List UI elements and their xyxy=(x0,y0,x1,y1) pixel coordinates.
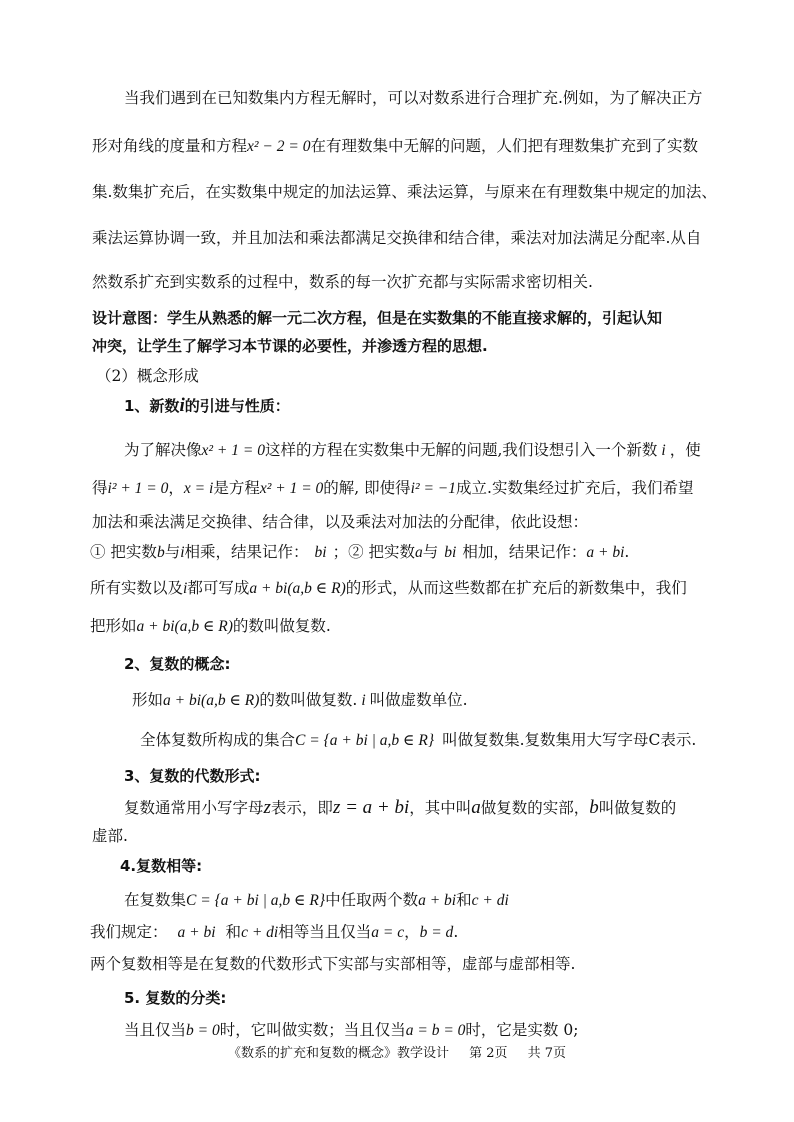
heading-classification: 5. 复数的分类: xyxy=(124,989,227,1007)
paragraph-line: 然数系扩充到实数系的过程中，数系的每一次扩充都与实际需求密切相关. xyxy=(92,273,593,291)
paragraph-line: 为了解决像x² + 1 = 0这样的方程在实数集中无解的问题,我们设想引入一个新数 i ，使 xyxy=(124,441,701,459)
heading-algebraic-form: 3、复数的代数形式: xyxy=(124,767,261,785)
paragraph-line: 全体复数所构成的集合C = {a + bi | a,b ∈ R} 叫做复数集.复数集用大写字母C表示. xyxy=(140,731,697,749)
paragraph-line: 虚部. xyxy=(92,827,128,845)
paragraph-line: 当且仅当b = 0时，它叫做实数；当且仅当a = b = 0时，它是实数 0; xyxy=(124,1021,579,1039)
section-title: （2）概念形成 xyxy=(96,367,199,385)
equation: x² − 2 = 0 xyxy=(247,138,311,155)
design-intent-line: 设计意图：学生从熟悉的解一元二次方程，但是在实数集的不能直接求解的，引起认知 xyxy=(92,309,663,327)
paragraph-line: 集.数集扩充后，在实数集中规定的加法运算、乘法运算，与原来在有理数集中规定的加法、 xyxy=(92,183,717,201)
paragraph-line: 当我们遇到在已知数集内方程无解时，可以对数系进行合理扩充.例如，为了解决正方 xyxy=(124,89,703,107)
paragraph-line: 形对角线的度量和方程x² − 2 = 0在有理数集中无解的问题，人们把有理数集扩充到了实数 xyxy=(92,137,698,155)
paragraph-line: 得i² + 1 = 0，x = i是方程x² + 1 = 0的解, 即使得i² = −1成立.实数集经过扩充后，我们希望 xyxy=(92,479,694,497)
paragraph-line: ① 把实数b与i相乘，结果记作： bi ；② 把实数a与 bi 相加，结果记作：a + bi. xyxy=(90,543,630,561)
footer-total-pages: 共 7页 xyxy=(527,1046,567,1061)
paragraph-line: 乘法运算协调一致，并且加法和乘法都满足交换律和结合律，乘法对加法满足分配率.从自 xyxy=(92,229,702,247)
paragraph-line: 形如a + bi(a,b ∈ R)的数叫做复数. i 叫做虚数单位. xyxy=(132,691,468,709)
paragraph-line: 所有实数以及i都可写成a + bi(a,b ∈ R)的形式，从而这些数都在扩充后的新数集中，我们 xyxy=(90,579,687,597)
footer-page-number: 第 2页 xyxy=(469,1046,508,1061)
heading-complex-concept: 2、复数的概念: xyxy=(124,655,231,673)
paragraph-line: 在复数集C = {a + bi | a,b ∈ R}中任取两个数a + bi和c + di xyxy=(124,891,509,909)
footer-title: 《数系的扩充和复数的概念》教学设计 xyxy=(227,1046,449,1061)
heading-new-number: 1、新数i的引进与性质： xyxy=(124,395,290,416)
paragraph-line: 我们规定： a + bi 和c + di相等当且仅当a = c，b = d. xyxy=(90,923,459,941)
paragraph-line: 复数通常用小写字母z表示，即z = a + bi，其中叫a做复数的实部，b叫做复数的 xyxy=(124,797,677,818)
paragraph-line: 加法和乘法满足交换律、结合律，以及乘法对加法的分配律，依此设想： xyxy=(92,513,589,531)
paragraph-line: 两个复数相等是在复数的代数形式下实部与实部相等，虚部与虚部相等. xyxy=(90,955,576,973)
paragraph-line: 把形如a + bi(a,b ∈ R)的数叫做复数. xyxy=(90,617,331,635)
design-intent-line: 冲突，让学生了解学习本节课的必要性，并渗透方程的思想. xyxy=(92,337,488,355)
page-footer xyxy=(0,1042,794,1061)
var-i: i xyxy=(179,395,185,416)
heading-complex-equality: 4.复数相等: xyxy=(120,857,203,875)
